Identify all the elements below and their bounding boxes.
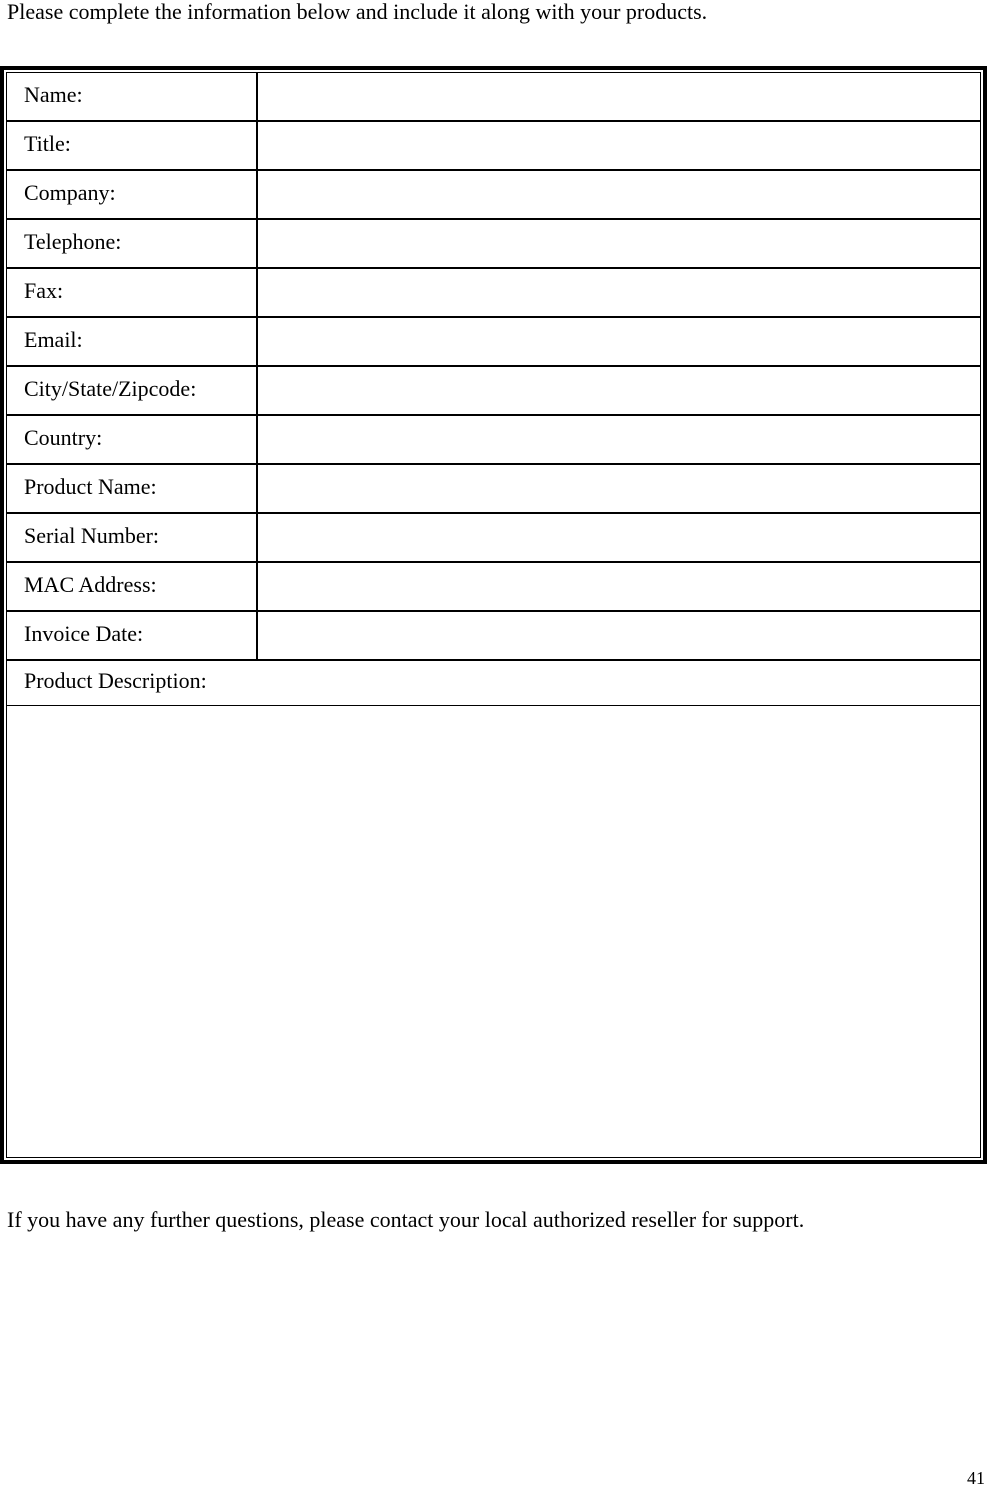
- fax-field[interactable]: [258, 269, 980, 316]
- mac-address-field[interactable]: [258, 563, 980, 610]
- form-row-email: [7, 318, 980, 367]
- company-label: Company:: [7, 171, 258, 218]
- invoice-date-field[interactable]: [258, 612, 980, 659]
- title-label: Title:: [7, 122, 258, 169]
- email-field[interactable]: [258, 318, 980, 365]
- telephone-field[interactable]: [258, 220, 980, 267]
- product-name-label: Product Name:: [7, 465, 258, 512]
- title-field[interactable]: [258, 122, 980, 169]
- form-row-invoice-date: [7, 612, 980, 661]
- name-field[interactable]: [258, 73, 980, 120]
- serial-number-field[interactable]: [258, 514, 980, 561]
- form-table: [6, 72, 981, 1158]
- city-state-zipcode-label: City/State/Zipcode:: [7, 367, 258, 414]
- intro-text: Please complete the information below and include it along with your products.: [7, 0, 708, 24]
- telephone-label: Telephone:: [7, 220, 258, 267]
- form-row-country: [7, 416, 980, 465]
- form-row-city-state-zipcode: [7, 367, 980, 416]
- product-name-field[interactable]: [258, 465, 980, 512]
- support-note: If you have any further questions, please contact your local authorized reseller for support.: [7, 1207, 805, 1232]
- product-description-field[interactable]: [7, 706, 980, 1155]
- fax-label: Fax:: [7, 269, 258, 316]
- form-row-company: [7, 171, 980, 220]
- form-row-product-name: [7, 465, 980, 514]
- email-label: Email:: [7, 318, 258, 365]
- form-row-title: [7, 122, 980, 171]
- page-number: 41: [967, 1468, 985, 1488]
- invoice-date-label: Invoice Date:: [7, 612, 258, 659]
- country-field[interactable]: [258, 416, 980, 463]
- form-row-name: [7, 73, 980, 122]
- city-state-zipcode-field[interactable]: [258, 367, 980, 414]
- form-row-serial-number: [7, 514, 980, 563]
- form-row-fax: [7, 269, 980, 318]
- product-description-label: Product Description:: [7, 661, 980, 706]
- mac-address-label: MAC Address:: [7, 563, 258, 610]
- name-label: Name:: [7, 73, 258, 120]
- form-row-mac-address: [7, 563, 980, 612]
- product-info-form: [0, 66, 987, 1164]
- company-field[interactable]: [258, 171, 980, 218]
- country-label: Country:: [7, 416, 258, 463]
- serial-number-label: Serial Number:: [7, 514, 258, 561]
- form-row-telephone: [7, 220, 980, 269]
